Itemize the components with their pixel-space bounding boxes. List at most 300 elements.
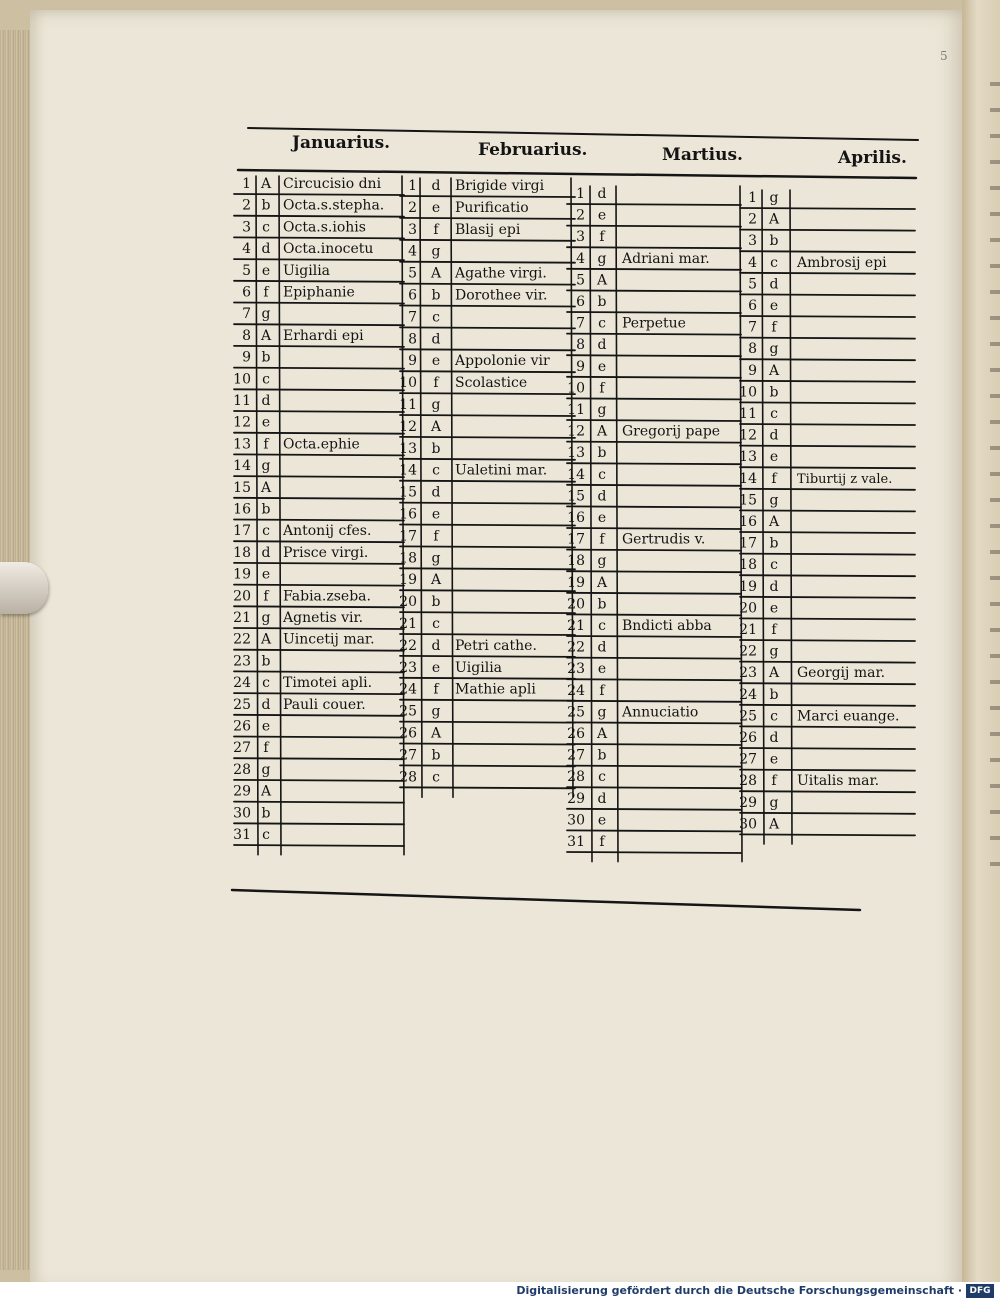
- dominical-letter: b: [597, 596, 607, 613]
- feast-name: Uitalis mar.: [797, 773, 880, 790]
- day-number: 19: [567, 574, 585, 591]
- row-rule: [567, 744, 741, 745]
- dominical-letter: c: [770, 708, 778, 725]
- row-rule: [740, 294, 915, 295]
- day-number: 20: [567, 596, 585, 613]
- feast-name: Bndicti abba: [622, 618, 712, 634]
- row-rule: [234, 411, 404, 412]
- calendar-row: [567, 640, 606, 656]
- row-rule: [234, 650, 404, 651]
- column-separator: [790, 190, 792, 844]
- row-rule: [567, 506, 741, 507]
- row-rule: [234, 259, 404, 260]
- dominical-letter: f: [263, 588, 269, 605]
- dominical-letter: A: [260, 783, 272, 800]
- day-number: 31: [567, 834, 585, 850]
- day-number: 25: [233, 696, 251, 713]
- dominical-letter: g: [769, 492, 779, 509]
- dominical-letter: e: [597, 358, 607, 375]
- table-rule-bottom: [232, 890, 860, 910]
- calendar-row: [748, 363, 780, 379]
- calendar-row: [748, 255, 887, 271]
- day-number: 8: [576, 337, 585, 354]
- feast-name: Ualetini mar.: [455, 462, 548, 479]
- feast-name: Octa.inocetu: [283, 241, 374, 258]
- row-rule: [740, 705, 915, 706]
- row-rule: [567, 787, 741, 788]
- row-rule: [567, 852, 741, 853]
- dominical-letter: g: [769, 341, 779, 358]
- dominical-letter: d: [769, 427, 779, 444]
- day-number: 6: [242, 284, 251, 301]
- row-rule: [234, 498, 404, 499]
- calendar-row: [233, 653, 270, 669]
- calendar-row: [399, 397, 440, 413]
- row-rule: [400, 393, 575, 394]
- calendar-row: [567, 812, 606, 828]
- feast-name: Uincetij mar.: [283, 631, 375, 648]
- dominical-letter: g: [261, 761, 271, 778]
- row-rule: [740, 402, 915, 403]
- row-rule: [234, 563, 404, 564]
- calendar-row: [576, 294, 606, 310]
- month-headers: [290, 49, 948, 168]
- calendar-row: [567, 532, 705, 548]
- dominical-letter: e: [597, 661, 607, 678]
- row-rule: [740, 316, 915, 317]
- dominical-letter: f: [433, 528, 439, 545]
- calendar-row: [567, 748, 606, 764]
- day-number: 8: [748, 341, 757, 358]
- day-number: 22: [399, 637, 417, 654]
- row-rule: [400, 546, 575, 547]
- calendar-row: [242, 285, 355, 301]
- dominical-letter: f: [771, 622, 777, 638]
- dominical-letter: d: [431, 331, 441, 348]
- day-number: 23: [399, 659, 417, 676]
- dominical-letter: b: [431, 594, 441, 611]
- feast-name: Purificatio: [455, 199, 529, 216]
- dominical-letter: A: [260, 631, 272, 648]
- dominical-letter: g: [597, 250, 607, 267]
- row-rule: [234, 476, 404, 477]
- row-rule: [400, 656, 575, 657]
- row-rule: [400, 349, 575, 350]
- calendar-row: [576, 229, 606, 245]
- day-number: 20: [233, 588, 251, 605]
- dominical-letter: f: [599, 682, 605, 699]
- dominical-letter: f: [433, 221, 439, 238]
- calendar-row: [242, 198, 384, 214]
- feast-name: Uigilia: [283, 262, 331, 279]
- day-number: 5: [408, 265, 417, 282]
- calendar-row: [748, 276, 778, 292]
- feast-name: Dorothee vir.: [455, 287, 548, 304]
- feast-name: Prisce virgi.: [283, 544, 369, 561]
- dominical-letter: c: [770, 557, 778, 574]
- day-number: 30: [739, 816, 757, 833]
- row-rule: [740, 640, 915, 641]
- day-number: 15: [399, 484, 417, 501]
- calendar-row: [408, 266, 547, 282]
- day-number: 15: [233, 479, 251, 496]
- calendar-row: [399, 726, 442, 742]
- feast-name: Gregorij pape: [622, 423, 721, 440]
- calendar-row: [748, 233, 778, 249]
- feast-name: Circucisio dni: [283, 176, 382, 192]
- row-rule: [740, 251, 915, 252]
- dominical-letter: d: [597, 639, 607, 656]
- day-number: 26: [739, 730, 757, 746]
- calendar-row: [233, 415, 270, 431]
- day-number: 11: [233, 393, 251, 409]
- day-number: 21: [399, 616, 417, 632]
- dominical-letter: g: [261, 610, 271, 626]
- calendar-row: [567, 726, 608, 742]
- row-rule: [400, 590, 575, 591]
- calendar-row: [233, 588, 371, 604]
- row-rule: [400, 787, 575, 788]
- calendar-row: [567, 661, 606, 677]
- row-rule: [234, 671, 404, 672]
- day-number: 6: [576, 294, 585, 310]
- day-number: 20: [399, 594, 417, 611]
- row-rule: [400, 503, 575, 504]
- dominical-letter: b: [261, 805, 271, 822]
- day-number: 7: [408, 309, 417, 326]
- feast-name: Agnetis vir.: [283, 610, 364, 626]
- calendar-row: [748, 190, 778, 206]
- row-rule: [740, 532, 915, 533]
- calendar-row: [399, 507, 440, 523]
- dominical-letter: c: [432, 462, 440, 479]
- row-rule: [234, 281, 404, 282]
- row-rule: [400, 196, 575, 197]
- dominical-letter: b: [769, 686, 779, 703]
- calendar-row: [739, 428, 778, 444]
- calendar-row: [576, 208, 606, 224]
- feast-name: Adriani mar.: [622, 250, 710, 267]
- day-number: 28: [567, 769, 585, 786]
- day-number: 7: [242, 306, 251, 323]
- dominical-letter: g: [261, 458, 271, 475]
- day-number: 29: [739, 794, 757, 811]
- calendar-row: [399, 769, 440, 785]
- row-rule: [567, 420, 741, 421]
- calendar-row: [408, 200, 529, 216]
- day-number: 6: [408, 287, 417, 304]
- row-rule: [234, 737, 404, 738]
- row-rule: [740, 467, 915, 468]
- dominical-letter: A: [768, 211, 780, 228]
- calendar-row: [739, 406, 778, 422]
- dominical-letter: e: [261, 414, 271, 431]
- dominical-letter: e: [261, 262, 271, 279]
- calendar-row: [399, 660, 502, 676]
- day-number: 24: [233, 675, 251, 692]
- calendar-row: [399, 528, 440, 544]
- dominical-letter: e: [431, 659, 441, 676]
- day-number: 2: [408, 199, 417, 216]
- row-rule: [234, 780, 404, 781]
- row-rule: [400, 525, 575, 526]
- dominical-letter: f: [263, 740, 269, 757]
- day-number: 17: [739, 535, 757, 552]
- row-rule: [740, 791, 915, 792]
- dominical-letter: A: [260, 327, 272, 344]
- row-rule: [400, 327, 575, 328]
- day-number: 9: [408, 353, 417, 370]
- day-number: 27: [567, 747, 585, 764]
- row-rule: [400, 634, 575, 635]
- page-number: 5: [940, 49, 948, 63]
- day-number: 14: [399, 462, 417, 479]
- dominical-letter: e: [261, 566, 271, 583]
- calendar-row: [567, 402, 606, 418]
- dominical-letter: d: [769, 578, 779, 595]
- feast-name: Ambrosij epi: [797, 254, 887, 271]
- row-rule: [567, 658, 741, 659]
- day-number: 1: [408, 178, 417, 194]
- dominical-letter: g: [597, 553, 607, 570]
- calendar-row: [233, 632, 374, 648]
- calendar-row: [576, 316, 686, 332]
- dominical-letter: g: [769, 643, 779, 660]
- dominical-letter: A: [768, 514, 780, 530]
- row-rule: [234, 346, 404, 347]
- calendar-row: [233, 545, 368, 561]
- day-number: 12: [567, 423, 585, 440]
- day-number: 17: [399, 528, 417, 545]
- calendar-row: [567, 596, 606, 612]
- row-rule: [400, 568, 575, 569]
- row-rule: [740, 748, 915, 749]
- calendar-row: [567, 488, 606, 504]
- calendar-row: [576, 337, 606, 353]
- calendar-row: [576, 272, 608, 288]
- dominical-letter: g: [597, 402, 607, 418]
- feast-name: Erhardi epi: [283, 327, 364, 344]
- month-januarius: Januarius.: [292, 133, 391, 153]
- calendar-row: [242, 219, 366, 235]
- dominical-letter: d: [261, 393, 271, 409]
- column-separator: [451, 178, 453, 797]
- row-rule: [400, 240, 575, 241]
- calendar-row: [408, 222, 521, 238]
- calendar-row: [233, 827, 270, 843]
- day-number: 23: [739, 665, 757, 682]
- dominical-letter: f: [771, 319, 777, 336]
- day-number: 27: [739, 751, 757, 768]
- feast-name: Petri cathe.: [455, 637, 537, 654]
- dominical-letter: A: [430, 572, 442, 589]
- row-rule: [234, 454, 404, 455]
- row-rule: [400, 262, 575, 263]
- row-rule: [234, 389, 404, 390]
- dominical-letter: c: [432, 616, 440, 632]
- calendar-row: [739, 579, 778, 595]
- row-rule: [234, 541, 404, 542]
- day-number: 16: [399, 506, 417, 523]
- calendar-row: [399, 638, 537, 654]
- dominical-letter: c: [598, 618, 606, 634]
- day-number: 4: [242, 241, 251, 258]
- row-rule: [567, 247, 741, 248]
- dominical-letter: g: [431, 703, 441, 720]
- calendar-row: [576, 186, 606, 202]
- day-number: 18: [739, 557, 757, 574]
- dominical-letter: A: [430, 265, 442, 282]
- row-rule: [234, 628, 404, 629]
- row-rule: [234, 368, 404, 369]
- feast-name: Scolastice: [455, 375, 528, 392]
- calendar-row: [567, 510, 606, 526]
- dominical-letter: d: [431, 484, 441, 501]
- calendar-row: [233, 458, 270, 474]
- calendar-row: [739, 536, 778, 552]
- day-number: 26: [399, 725, 417, 742]
- feast-name: Pauli couer.: [283, 696, 366, 713]
- calendar-row: [739, 687, 778, 703]
- day-number: 14: [567, 466, 585, 483]
- day-number: 31: [233, 827, 251, 843]
- calendar-row: [408, 331, 440, 347]
- calendar-row: [739, 557, 778, 573]
- day-number: 4: [748, 254, 757, 271]
- row-rule: [567, 614, 741, 615]
- row-rule: [740, 597, 915, 598]
- dominical-letter: b: [597, 747, 607, 764]
- day-number: 21: [739, 622, 757, 638]
- calendar-row: [408, 178, 545, 194]
- dominical-letter: b: [261, 653, 271, 670]
- dominical-letter: d: [769, 730, 779, 746]
- calendar-row: [567, 380, 606, 396]
- row-rule: [234, 845, 404, 846]
- row-rule: [567, 485, 741, 486]
- calendar-row: [233, 740, 270, 756]
- row-rule: [740, 273, 915, 274]
- day-number: 2: [242, 197, 251, 214]
- row-rule: [567, 398, 741, 399]
- column-separator: [256, 176, 258, 855]
- row-rule: [567, 269, 741, 270]
- calendar-row: [567, 553, 606, 569]
- day-number: 15: [567, 488, 585, 505]
- row-rule: [234, 237, 404, 238]
- dominical-letter: d: [769, 276, 779, 293]
- dominical-letter: A: [768, 816, 780, 833]
- dominical-letter: g: [769, 794, 779, 811]
- row-rule: [740, 446, 915, 447]
- dominical-letter: c: [262, 827, 270, 843]
- calendar-row: [408, 353, 550, 369]
- row-rule: [740, 208, 915, 209]
- row-rule: [567, 226, 741, 227]
- calendar-row: [399, 747, 440, 763]
- calendar-row: [233, 675, 372, 691]
- calendar-row: [233, 371, 270, 387]
- row-rule: [234, 303, 404, 304]
- calendar-row: [576, 251, 710, 267]
- footer-credit: Digitalisierung gefördert durch die Deutsche Forschungsgemeinschaft ·: [516, 1284, 962, 1297]
- calendar-row: [739, 665, 885, 681]
- dominical-letter: b: [597, 445, 607, 462]
- day-number: 20: [739, 600, 757, 617]
- feast-name: Mathie apli: [455, 681, 536, 698]
- dominical-letter: d: [597, 186, 607, 202]
- calendar-row: [567, 769, 606, 785]
- row-rule: [567, 766, 741, 767]
- day-number: 25: [739, 708, 757, 725]
- dominical-letter: f: [771, 773, 777, 790]
- calendar-row: [748, 212, 780, 228]
- day-number: 18: [567, 553, 585, 570]
- row-rule: [234, 433, 404, 434]
- day-number: 14: [739, 470, 757, 487]
- day-number: 10: [399, 375, 417, 392]
- day-number: 26: [233, 718, 251, 735]
- calendar-row: [567, 683, 606, 699]
- row-rule: [400, 371, 575, 372]
- feast-name: Gertrudis v.: [622, 531, 706, 548]
- dominical-letter: A: [768, 362, 780, 379]
- row-rule: [400, 481, 575, 482]
- dominical-letter: e: [769, 298, 779, 314]
- row-rule: [567, 204, 741, 205]
- dominical-letter: d: [431, 637, 441, 654]
- calendar-row: [739, 492, 778, 508]
- day-number: 11: [739, 406, 757, 422]
- feast-name: Agathe virgi.: [455, 265, 547, 282]
- day-number: 23: [233, 653, 251, 670]
- calendar-row: [739, 384, 778, 400]
- dominical-letter: c: [598, 466, 606, 483]
- day-number: 27: [233, 740, 251, 757]
- calendar-row: [399, 485, 440, 501]
- day-number: 13: [567, 445, 585, 462]
- row-rule: [400, 765, 575, 766]
- day-number: 21: [567, 618, 585, 634]
- day-number: 22: [739, 643, 757, 660]
- day-number: 9: [748, 362, 757, 379]
- row-rule: [234, 194, 404, 195]
- calendar-row: [233, 719, 270, 735]
- row-rule: [400, 306, 575, 307]
- day-number: 3: [748, 233, 757, 250]
- dominical-letter: e: [597, 207, 607, 224]
- calendar-row: [399, 704, 440, 720]
- row-rule: [400, 722, 575, 723]
- row-rule: [234, 823, 404, 824]
- dominical-letter: c: [262, 675, 270, 692]
- calendar-row: [739, 622, 778, 638]
- row-rule: [567, 377, 741, 378]
- calendar-row: [567, 791, 606, 807]
- dominical-letter: A: [596, 423, 608, 440]
- row-rule: [567, 679, 741, 680]
- day-number: 25: [567, 704, 585, 721]
- dominical-letter: b: [261, 349, 271, 366]
- row-rule: [567, 334, 741, 335]
- calendar-row: [739, 600, 778, 616]
- calendar-row: [233, 436, 360, 452]
- calendar-row: [233, 502, 270, 518]
- dominical-letter: A: [768, 665, 780, 682]
- calendar-row: [408, 244, 440, 260]
- day-number: 25: [399, 703, 417, 720]
- month-martius: Martius.: [662, 145, 743, 165]
